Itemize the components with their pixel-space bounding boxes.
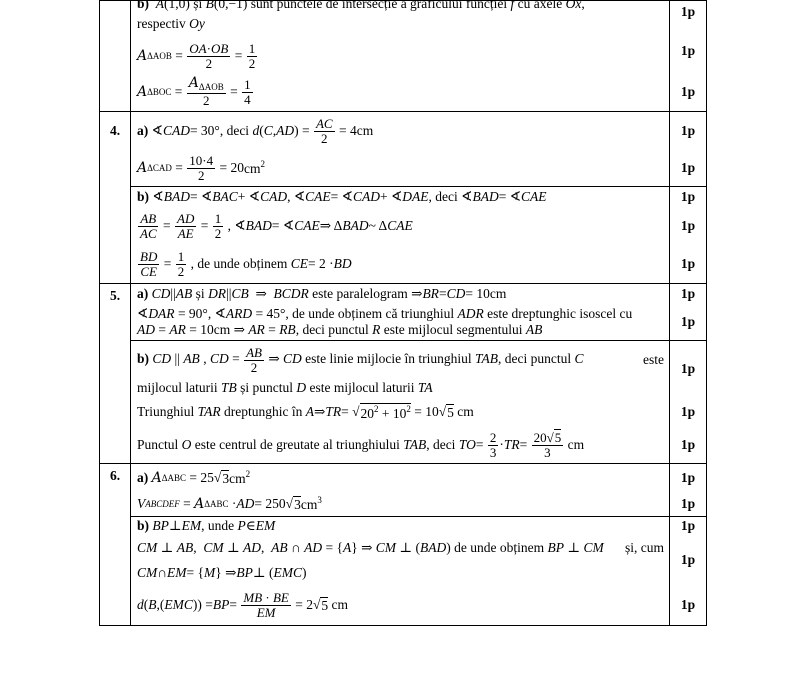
solution-cell [131, 187, 670, 284]
table-row [100, 187, 707, 284]
problem-number: 4. [100, 112, 131, 284]
solution-line: A ΔAOB = $\frac{OA\cdot OB}{2}$ = $\frac{1}{2}$ [137, 40, 256, 71]
solution-line: Triunghiul TAR dreptunghic în A ⇒ TR = √ $20^2 + 10^2$ = 10√ 5 cm [137, 403, 474, 421]
solution-cell [131, 284, 670, 341]
points-cell: 1p 1p 1p [670, 341, 707, 464]
solution-cell [131, 341, 670, 464]
problem-number [100, 1, 131, 112]
solution-line: $\frac{BD}{CE}$ = $\frac{1}{2}$ , de unde obținem CE = 2 · BD [140, 248, 352, 279]
solution-line: $\frac{AB}{AC}$ = $\frac{AD}{AE}$ = $\frac{1}{2}$ , ∢ BAD = ∢ CAE ⇒ Δ BAD ~ Δ CAE [140, 210, 413, 241]
solution-line: b) BP ⊥ EM , unde P ∈ EM [137, 518, 276, 533]
solution-line: CM ∩ EM = { M } ⇒ BP ⊥ ( EMC ) [137, 565, 307, 580]
solution-cell [131, 464, 670, 517]
grading-table [99, 0, 707, 626]
solution-cell [131, 517, 670, 626]
table-row [100, 284, 707, 341]
table-row [100, 112, 707, 187]
solution-cell [131, 1, 670, 112]
points-cell: 1p 1p [670, 284, 707, 341]
solution-line: respectiv Oy [137, 16, 205, 31]
solution-line: a) A ΔABC = 25√ 3 $cm^2$ [137, 469, 251, 486]
points-cell: 1p 1p [670, 112, 707, 187]
solution-line: A ΔCAD = $\frac{10\cdot 4}{2}$ = 20 $cm^2$ [137, 152, 266, 183]
points-cell: 1p 1p 1p [670, 517, 707, 626]
problem-number: 6. [100, 464, 131, 626]
table-row [100, 1, 707, 112]
solution-line: A ΔBOC = $\frac{A_{\Delta AOB}}{2}$ = $\frac{1}{4}$ [137, 75, 251, 108]
solution-line: b) A(1,0) și B(0,−1) sunt punctele de intersecție a graficului funcției f cu axele Ox, [137, 0, 585, 11]
solution-cell [131, 112, 670, 187]
points-cell: 1p 1p 1p [670, 187, 707, 284]
points-cell: 1p 1p [670, 464, 707, 517]
solution-line: mijlocul laturii TB și punctul D este mijlocul laturii TA [137, 380, 433, 395]
solution-line: b) CD || AB , CD = $\frac{AB}{2}$ ⇒ CD este linie mijlocie în triunghiul TAB, deci punctul C este [137, 344, 664, 375]
table-row [100, 517, 707, 626]
solution-line: CM ⊥ AB, CM ⊥ AD, AB ∩ AD = {A} ⇒ CM ⊥ (BAD) de unde obținem BP ⊥ CM și, cum [137, 540, 664, 555]
problem-number: 5. [100, 284, 131, 464]
solution-line: Punctul O este centrul de greutate al triunghiului TAB , deci TO = $\frac{2}{3}$ · TR = $\frac{20√5}{3}$ cm [137, 429, 585, 460]
table-row [100, 341, 707, 464]
solution-line: a) ∢ CAD = 30° , deci d ( C , AD ) = $\frac{AC}{2}$ = 4 cm [137, 115, 374, 146]
solution-line: ∢DAR = 90°, ∢ARD = 45°, de unde obținem că triunghiul ADR este dreptunghic isoscel cu AD = AR = 10cm ⇒ AR = RB, deci punctul R este mijlocul segmentului AB [137, 306, 633, 337]
solution-line: b) ∢ BAD = ∢ BAC + ∢ CAD , ∢ CAE = ∢ CAD + ∢ DAE , deci ∢ BAD = ∢ CAE [137, 189, 547, 204]
table-row [100, 464, 707, 517]
solution-line: a) CD || AB și DR || CB ⇒ BCDR este paralelogram ⇒ BR = CD = 10 cm [137, 286, 507, 301]
solution-line: d ( B ,( EMC )) = BP = $\frac{MB \cdot BE}{EM}$ = 2√ 5 cm [137, 589, 349, 620]
solution-line: V ABCDEF = A ΔABC · AD = 250√ 3 $cm^3$ [137, 495, 322, 512]
points-cell: 1p 1p 1p [670, 1, 707, 112]
